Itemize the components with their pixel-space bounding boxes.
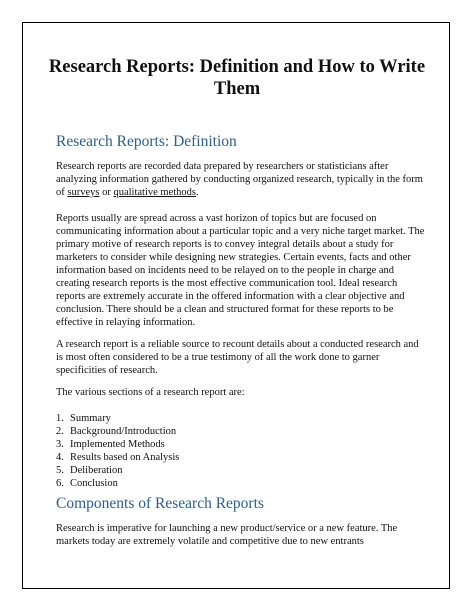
list-item	[56, 464, 179, 477]
list-item-text: Background/Introduction	[70, 426, 177, 437]
definition-paragraph-2: Reports usually are spread across a vast horizon of topics but are focused on communicating information about a particular topic and a very niche target market. The primary motive of research reports is to convey integral details about a study for marketers to consider while designing new strategies. Certain events, facts and other information based on incidents need to be relayed on to the people in charge and creating research reports is the most effective communication tool. Ideal research reports are extremely accurate in the offered information with a clear objective and conclusion. There should be a clean and structured format for these reports to be effective in relaying information.	[56, 213, 425, 328]
qualitative-methods-link[interactable]: qualitative methods	[113, 187, 196, 198]
list-number: 3.	[56, 439, 64, 450]
definition-paragraph-3: A research report is a reliable source to recount details about a conducted research and is most often considered to be a true testimony of all the work done to garner specificities of research.	[56, 339, 419, 376]
sections-intro: The various sections of a research report are:	[56, 387, 245, 398]
document-title: Research Reports: Definition and How to Write Them	[48, 57, 426, 99]
list-item	[56, 412, 179, 425]
paragraph-text: Research reports are recorded data prepared by researchers or statisticians after analyzing information gathered by conducting organized research, typically in the form of	[56, 161, 423, 198]
list-number: 4.	[56, 452, 64, 463]
report-sections-list	[56, 412, 179, 490]
list-item	[56, 451, 179, 464]
list-number: 1.	[56, 413, 64, 424]
list-item	[56, 438, 179, 451]
list-item-text: Summary	[70, 413, 111, 424]
paragraph-text: or	[99, 187, 114, 198]
list-number: 5.	[56, 465, 64, 476]
list-item	[56, 477, 179, 490]
definition-paragraph-1	[56, 160, 428, 199]
list-item	[56, 425, 179, 438]
list-item-text: Deliberation	[70, 465, 123, 476]
list-item-text: Implemented Methods	[70, 439, 165, 450]
section-heading-definition: Research Reports: Definition	[56, 133, 237, 150]
list-number: 2.	[56, 426, 64, 437]
surveys-link[interactable]: surveys	[67, 187, 100, 198]
list-item-text: Results based on Analysis	[70, 452, 180, 463]
list-item-text: Conclusion	[70, 478, 118, 489]
section-heading-components: Components of Research Reports	[56, 495, 264, 512]
paragraph-text: .	[196, 187, 199, 198]
components-paragraph-1: Research is imperative for launching a new product/service or a new feature. The markets today are extremely volatile and competitive due to new entrants	[56, 523, 398, 547]
list-number: 6.	[56, 478, 64, 489]
